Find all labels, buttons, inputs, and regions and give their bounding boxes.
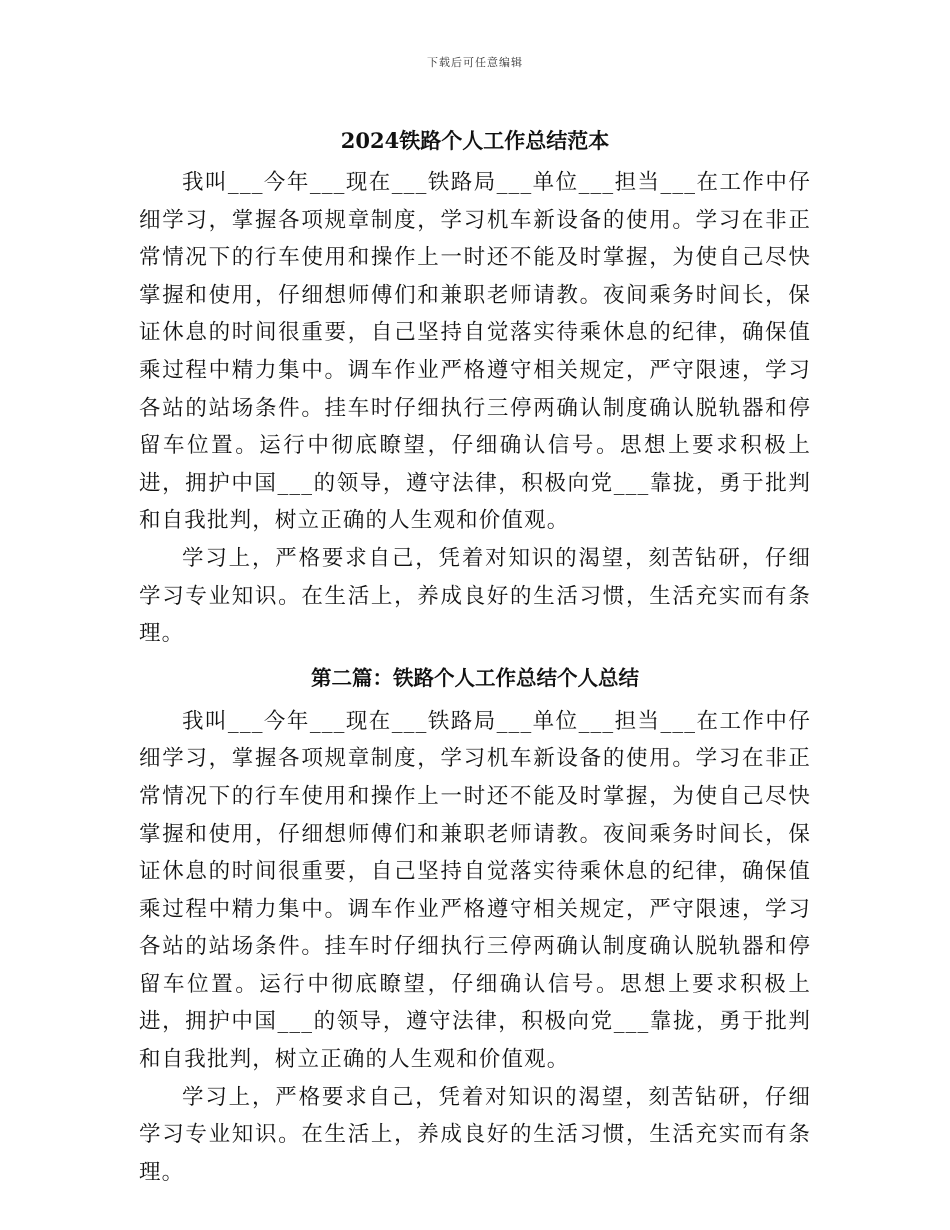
header-note: 下载后可任意编辑 [427,56,523,69]
paragraph: 学习上，严格要求自己，凭着对知识的渴望，刻苦钻研，仔细学习专业知识。在生活上，养成良好的生活习惯，生活充实而有条理。 [139,1084,811,1185]
paragraph: 我叫___今年___现在___铁路局___单位___担当___在工作中仔细学习，掌握各项规章制度，学习机车新设备的使用。学习在非正常情况下的行车使用和操作上一时还不能及时掌握，为使自己尽快掌握和使用，仔细想师傅们和兼职老师请教。夜间乘务时间长，保证休息的时间很重要，自己坚持自觉落实待乘休息的纪律，确保值乘过程中精力集中。调车作业严格遵守相关规定，严守限速，学习各站的站场条件。挂车时仔细执行三停两确认制度确认脱轨器和停留车位置。运行中彻底瞭望，仔细确认信号。思想上要求积极上进，拥护中国___的领导，遵守法律，积极向党___靠拢，勇于批判和自我批判，树立正确的人生观和价值观。 [139,708,811,1073]
document-body [139,118,811,1191]
document-title: 2024铁路个人工作总结范本 [340,128,610,153]
paragraph: 我叫___今年___现在___铁路局___单位___担当___在工作中仔细学习，掌握各项规章制度，学习机车新设备的使用。学习在非正常情况下的行车使用和操作上一时还不能及时掌握，为使自己尽快掌握和使用，仔细想师傅们和兼职老师请教。夜间乘务时间长，保证休息的时间很重要，自己坚持自觉落实待乘休息的纪律，确保值乘过程中精力集中。调车作业严格遵守相关规定，严守限速，学习各站的站场条件。挂车时仔细执行三停两确认制度确认脱轨器和停留车位置。运行中彻底瞭望，仔细确认信号。思想上要求积极上进，拥护中国___的领导，遵守法律，积极向党___靠拢，勇于批判和自我批判，树立正确的人生观和价值观。 [139,170,811,534]
section-heading: 第二篇：铁路个人工作总结个人总结 [311,665,639,690]
paragraph: 学习上，严格要求自己，凭着对知识的渴望，刻苦钻研，仔细学习专业知识。在生活上，养成良好的生活习惯，生活充实而有条理。 [139,545,811,647]
